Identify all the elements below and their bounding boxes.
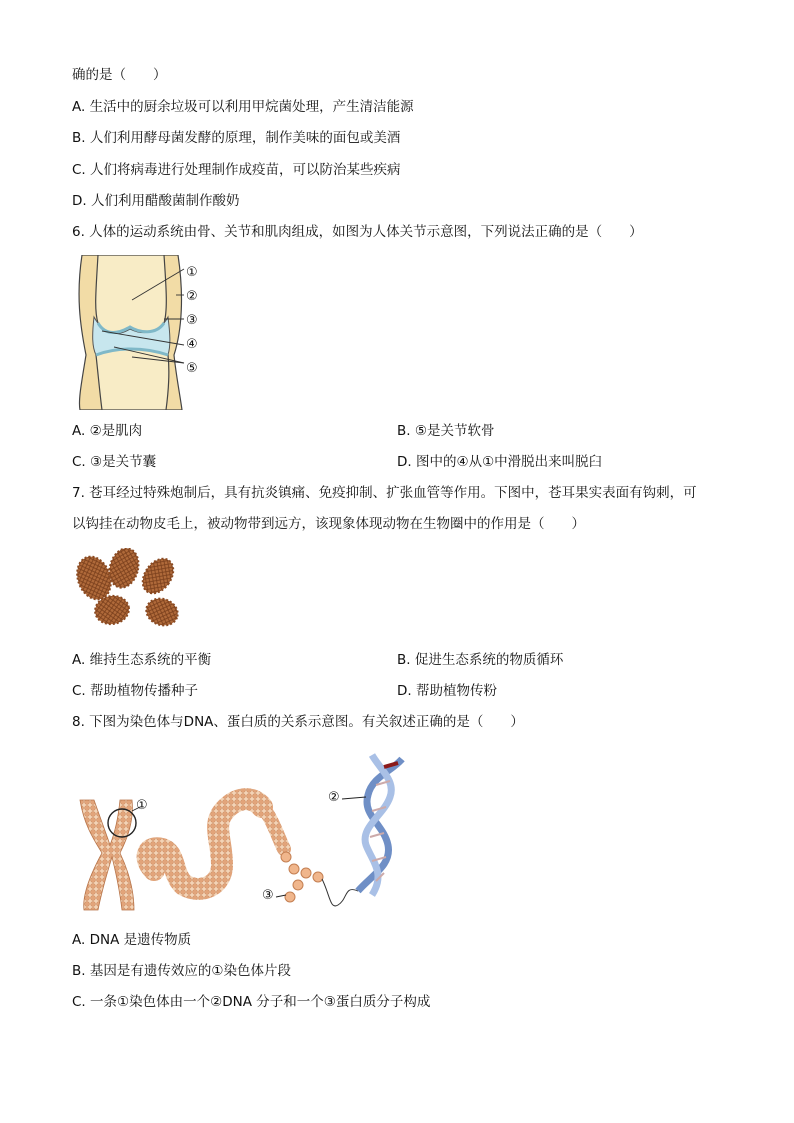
joint-label-5: ⑤: [186, 361, 198, 376]
joint-label-3: ③: [186, 313, 198, 328]
q7-option-b: B. 促进生态系统的物质循环: [397, 652, 564, 668]
q6-option-b: B. ⑤是关节软骨: [397, 423, 495, 439]
q7-stem-line2: 以钩挂在动物皮毛上，被动物带到远方，该现象体现动物在生物圈中的作用是（ ）: [72, 516, 585, 532]
q6-option-a: A. ②是肌肉: [72, 423, 143, 439]
joint-label-2: ②: [186, 289, 198, 304]
q8-option-b: B. 基因是有遗传效应的①染色体片段: [72, 963, 291, 979]
q7-option-a: A. 维持生态系统的平衡: [72, 652, 212, 668]
q6-option-d: D. 图中的④从①中滑脱出来叫脱臼: [397, 454, 603, 470]
chromosome-dna-diagram: [72, 745, 422, 920]
protein-label-3: ③: [262, 888, 274, 903]
q7-stem-line1: 7. 苍耳经过特殊炮制后，具有抗炎镇痛、免疫抑制、扩张血管等作用。下图中，苍耳果实表面有钩刺，可: [72, 485, 697, 501]
q5-option-b: B. 人们利用酵母菌发酵的原理，制作美味的面包或美酒: [72, 130, 401, 146]
q5-option-d: D. 人们利用醋酸菌制作酸奶: [72, 193, 240, 209]
q7-option-d: D. 帮助植物传粉: [397, 683, 497, 699]
q5-option-a: A. 生活中的厨余垃圾可以利用甲烷菌处理，产生清洁能源: [72, 99, 414, 115]
q5-stem-end: 确的是（ ）: [72, 67, 167, 83]
dna-label-2: ②: [328, 790, 340, 805]
chromosome-label-1: ①: [136, 798, 148, 813]
joint-label-4: ④: [186, 337, 198, 352]
cocklebur-image: [72, 548, 187, 633]
joint-diagram: [72, 255, 222, 410]
joint-labels: [186, 261, 198, 381]
q8-option-a: A. DNA 是遗传物质: [72, 932, 192, 948]
q5-option-c: C. 人们将病毒进行处理制作成疫苗，可以防治某些疾病: [72, 162, 401, 178]
q6-option-c: C. ③是关节囊: [72, 454, 157, 470]
q7-option-c: C. 帮助植物传播种子: [72, 683, 199, 699]
q6-stem: 6. 人体的运动系统由骨、关节和肌肉组成，如图为人体关节示意图，下列说法正确的是（ ）: [72, 224, 643, 240]
joint-label-1: ①: [186, 265, 198, 280]
q8-option-c: C. 一条①染色体由一个②DNA 分子和一个③蛋白质分子构成: [72, 994, 431, 1010]
q8-stem: 8. 下图为染色体与DNA、蛋白质的关系示意图。有关叙述正确的是（ ）: [72, 714, 524, 730]
